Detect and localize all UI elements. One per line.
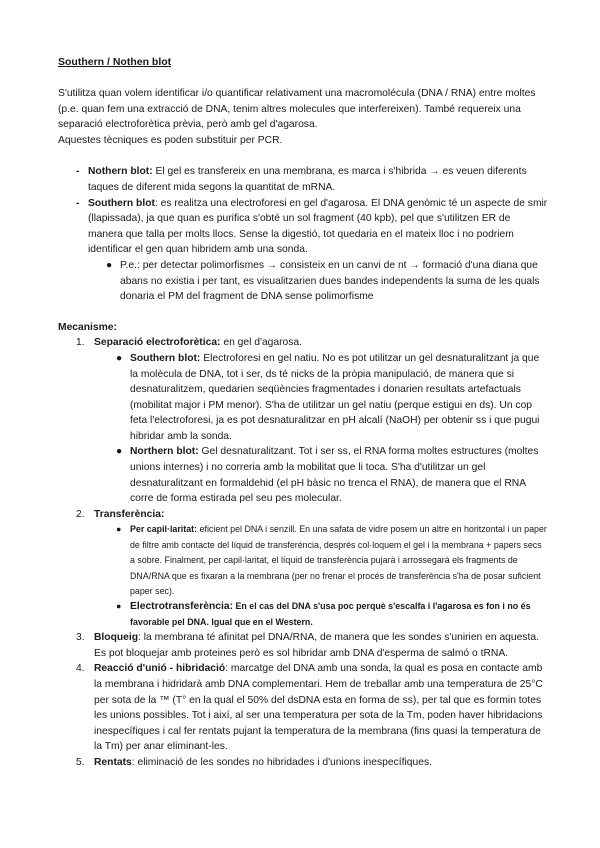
step-term: Bloqueig: [94, 632, 139, 644]
step-term: Separació electroforètica:: [94, 337, 221, 349]
blot-types-list: [58, 164, 548, 258]
bullet-dot-icon: ●: [116, 601, 122, 612]
section-heading-mecanisme: Mecanisme:: [58, 321, 117, 333]
step-text: en gel d'agarosa.: [220, 337, 303, 349]
sub-text: Gel desnaturalitzant. Tot i ser ss, el RNA forma moltes estructures (moltes unions internes) i no correria amb la mobilitat que li toca. S'ha d'utilitzar un gel desnaturalitzant en formaldehid (el pH bàsic no trenca el RNA), de manera que el RNA corre de forma estirada pel seu pes molecular.: [130, 446, 539, 505]
step-1-subs: [94, 351, 548, 507]
bullet-dot-icon: ●: [116, 352, 123, 364]
step-1: [58, 335, 548, 507]
sub-text: En el cas del DNA s'usa poc perquè s'escalfa i l'agarosa es fon i no és favorable pel DNA. Igual que en el Western.: [130, 601, 531, 627]
list-item-southern: [58, 196, 548, 258]
bullet-dot-icon: ●: [116, 524, 122, 535]
step-2-subs: [94, 522, 548, 630]
step-term: Transferència:: [94, 508, 165, 520]
step-4: [58, 661, 548, 755]
example-item: [102, 258, 548, 305]
sub-term: Southern blot:: [130, 352, 201, 364]
page-title: Southern / Nothen blot: [58, 56, 172, 68]
step-term: Rentats: [94, 757, 132, 769]
step-number: 2.: [76, 508, 85, 520]
bullet-dot-icon: ●: [106, 259, 113, 271]
sub-text: eficient pel DNA i senzill. En una safata de vidre posem un altre en horitzontal i un paper de filtre amb contacte del líquid de transferència, després col·loquem el gel i la membrana + papers secs a sobre. Finalment, per capil·laritat, el líquid de transferència pujarà i arrossegarà els fragments de DNA/RNA que es fixaran a la membrana (per no frenar el procés de transferència s'ha de posar suficient paper sec).: [130, 524, 547, 597]
sub-term: Northern blot:: [130, 446, 199, 458]
desc-nothern: El gel es transfereix en una membrana, es marca i s'hibrida → es veuen diferents taques de diferent mida segons la quantitat de mRNA.: [88, 166, 527, 193]
step-3: [58, 630, 548, 661]
step-5: [58, 755, 548, 771]
sub-text: Electroforesi en gel natiu. No es pot utilitzar un gel desnaturalitzant ja que la molècula de DNA, tot i ser, ds té nicks de la pròpia manipulació, de manera que si desnaturalitzem, quedarien seqüències fragmentades i donarien resultats artefactuals (mobilitat major i PM menor). S'ha de utilitzar un gel natiu (perque estigui en ds). Un cop feta l'electroforesi, ja es pot desnaturalitzar en pH alcalí (NaOH) per obtenir ss i que pugui hibridar amb la sonda.: [130, 352, 540, 442]
step-text: : marcatge del DNA amb una sonda, la qual es posa en contacte amb la membrana i hidridarà amb DNA complementari. Hem de treballar amb una temperatura de 25°C per sota de la ™ (T° en la qual el 50% del dsDNA esta en forma de ss), per tal que es formin totes les unions possibles. Tot i així, al ser una temperatura per sota de la Tm, poden haver hibridacions inespecífiques i cal fer rentats pujant la temperatura de la membrana (fins quasi la temperatura de la Tm) per anar eliminant-les.: [94, 663, 543, 753]
step-text: : eliminació de les sondes no hibridades i d'unions inespecífiques.: [131, 757, 432, 769]
step-number: 4.: [76, 663, 85, 675]
sub-term: Per capil·laritat:: [130, 524, 198, 535]
mecanisme-steps: [58, 335, 548, 770]
dash-bullet-icon: -: [76, 197, 80, 209]
intro-paragraph: S'utilitza quan volem identificar i/o quantificar relativament una macromolécula (DNA / RNA) entre moltes (p.e. quan fem una extracció de DNA, tenim altres molecules que interfereixen). També requereix una separació electroforètica prèvia, però amb gel d'agarosa.: [58, 88, 536, 131]
step-number: 1.: [76, 337, 85, 349]
intro-note: Aquestes tècniques es poden substituir per PCR.: [58, 134, 283, 146]
sub-item-northern: [94, 444, 548, 506]
term-southern: Southern blot: [88, 197, 155, 209]
step-2: [58, 507, 548, 630]
step-number: 3.: [76, 632, 85, 644]
sub-term: Electrotransferència:: [130, 601, 234, 613]
list-item-nothern: [58, 164, 548, 195]
term-nothern: Nothern blot:: [88, 166, 153, 178]
bullet-dot-icon: ●: [116, 446, 123, 458]
sub-item-electrotransferencia: [94, 599, 548, 630]
desc-southern: : es realitza una electroforesi en gel d'agarosa. El DNA genòmic té un aspecte de smir (llapissada), ja que quan es purifica s'obté un sol fragment (40 kpb), pel que s'utilitzen ER de manera que talla per molts llocs. Sense la digestió, tot quedaria en el mateix lloc i no podriem identificar el gen quan hibridem amb una sonda.: [88, 197, 548, 256]
sub-item-capillaritat: [94, 522, 548, 599]
step-number: 5.: [76, 757, 85, 769]
dash-bullet-icon: -: [76, 166, 80, 178]
sub-item-southern: [94, 351, 548, 445]
example-list: [58, 258, 548, 305]
step-text: : la membrana té afinitat pel DNA/RNA, de manera que les sondes s'unirien en aquesta. Es pot bloquejar amb proteines però es sol hibridar amb DNA d'esperma de salmó o tRNA.: [94, 632, 539, 659]
example-text: P.e.: per detectar polimorfismes → consisteix en un canvi de nt → formació d'una diana que abans no existia i per tant, es visualitzarien dues bandes independents la suma de les quals donaria el PM del fragment de DNA sense polimorfisme: [120, 259, 540, 303]
document-page: [58, 56, 548, 771]
step-term: Reacció d'unió - hibridació: [94, 663, 226, 675]
